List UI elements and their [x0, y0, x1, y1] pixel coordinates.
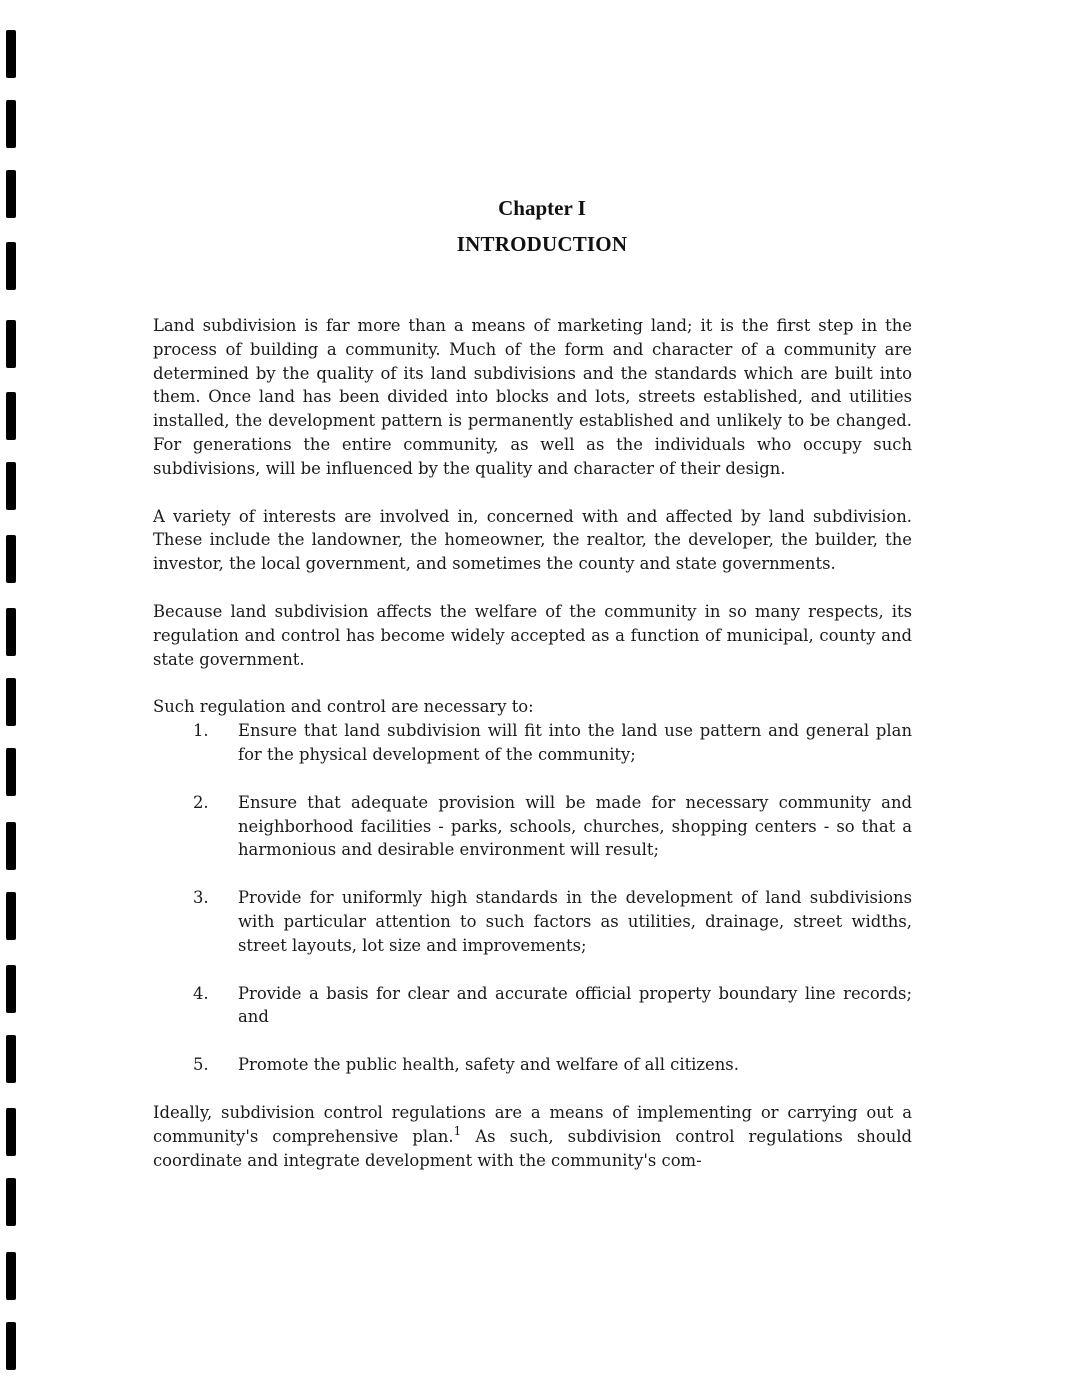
- binding-hole: [6, 822, 16, 870]
- closing-paragraph: [153, 1101, 912, 1172]
- list-item: [153, 791, 912, 862]
- binding-hole: [6, 320, 16, 368]
- binding-hole: [6, 965, 16, 1013]
- binding-hole: [6, 1252, 16, 1300]
- list-number: 3.: [193, 888, 209, 908]
- list-text: Provide for uniformly high standards in the development of land subdivisions with particular attention to such factors as utilities, drainage, street widths, street layouts, lot size and improvements;: [238, 888, 912, 955]
- list-text: Promote the public health, safety and welfare of all citizens.: [238, 1055, 739, 1075]
- binding-hole: [6, 892, 16, 940]
- binding-hole: [6, 1322, 16, 1370]
- list-number: 1.: [193, 721, 209, 741]
- binding-hole: [6, 1108, 16, 1156]
- binding-hole: [6, 608, 16, 656]
- paragraph: Land subdivision is far more than a means of marketing land; it is the first step in the process of building a community. Much of the form and character of a community are determined by the quality of its land subdivisions and the standards which are built into them. Once land has been divided into blocks and lots, streets established, and utilities installed, the development pattern is permanently established and unlikely to be changed. For generations the entire community, as well as the individuals who occupy such subdivisions, will be influenced by the quality and character of their design.: [153, 316, 912, 478]
- binding-hole: [6, 748, 16, 796]
- binding-hole: [6, 100, 16, 148]
- list-item: [153, 1053, 912, 1077]
- list-item: [153, 982, 912, 1030]
- binding-hole: [6, 462, 16, 510]
- chapter-title: INTRODUCTION: [456, 232, 628, 256]
- list-lead: Such regulation and control are necessary to:: [153, 697, 534, 717]
- binding-hole: [6, 678, 16, 726]
- binding-hole: [6, 392, 16, 440]
- list-text: Ensure that land subdivision will fit into the land use pattern and general plan for the physical development of the community;: [238, 721, 912, 764]
- binding-hole: [6, 30, 16, 78]
- list-item: [153, 886, 912, 957]
- chapter-label: Chapter I: [498, 196, 586, 220]
- binding-holes: [6, 30, 18, 1360]
- footnote-marker: 1: [453, 1123, 462, 1138]
- paragraph: A variety of interests are involved in, concerned with and affected by land subdivision. These include the landowner, the homeowner, the realtor, the developer, the builder, the investor, the local government, and sometimes the county and state governments.: [153, 506, 912, 574]
- binding-hole: [6, 535, 16, 583]
- numbered-list: [153, 719, 912, 1077]
- paragraph: Because land subdivision affects the welfare of the community in so many respects, its regulation and control has become widely accepted as a function of municipal, county and state government.: [153, 601, 912, 669]
- list-number: 5.: [193, 1055, 209, 1075]
- body-text: [153, 314, 912, 1196]
- list-number: 2.: [193, 792, 209, 812]
- binding-hole: [6, 1178, 16, 1226]
- list-text: Provide a basis for clear and accurate official property boundary line records; and: [238, 983, 912, 1027]
- binding-hole: [6, 1035, 16, 1083]
- closing-text-continued: As such, subdivision control regulations should coordinate and integrate development with the community's com-: [153, 1126, 912, 1170]
- closing-text: Ideally, subdivision control regulations are a means of implementing or carrying out a community's comprehensive plan.: [153, 1102, 912, 1146]
- list-number: 4.: [193, 983, 209, 1003]
- list-text: Ensure that adequate provision will be made for necessary community and neighborhood facilities - parks, schools, churches, shopping centers - so that a harmonious and desirable environment will result;: [238, 792, 912, 860]
- list-item: [153, 719, 912, 767]
